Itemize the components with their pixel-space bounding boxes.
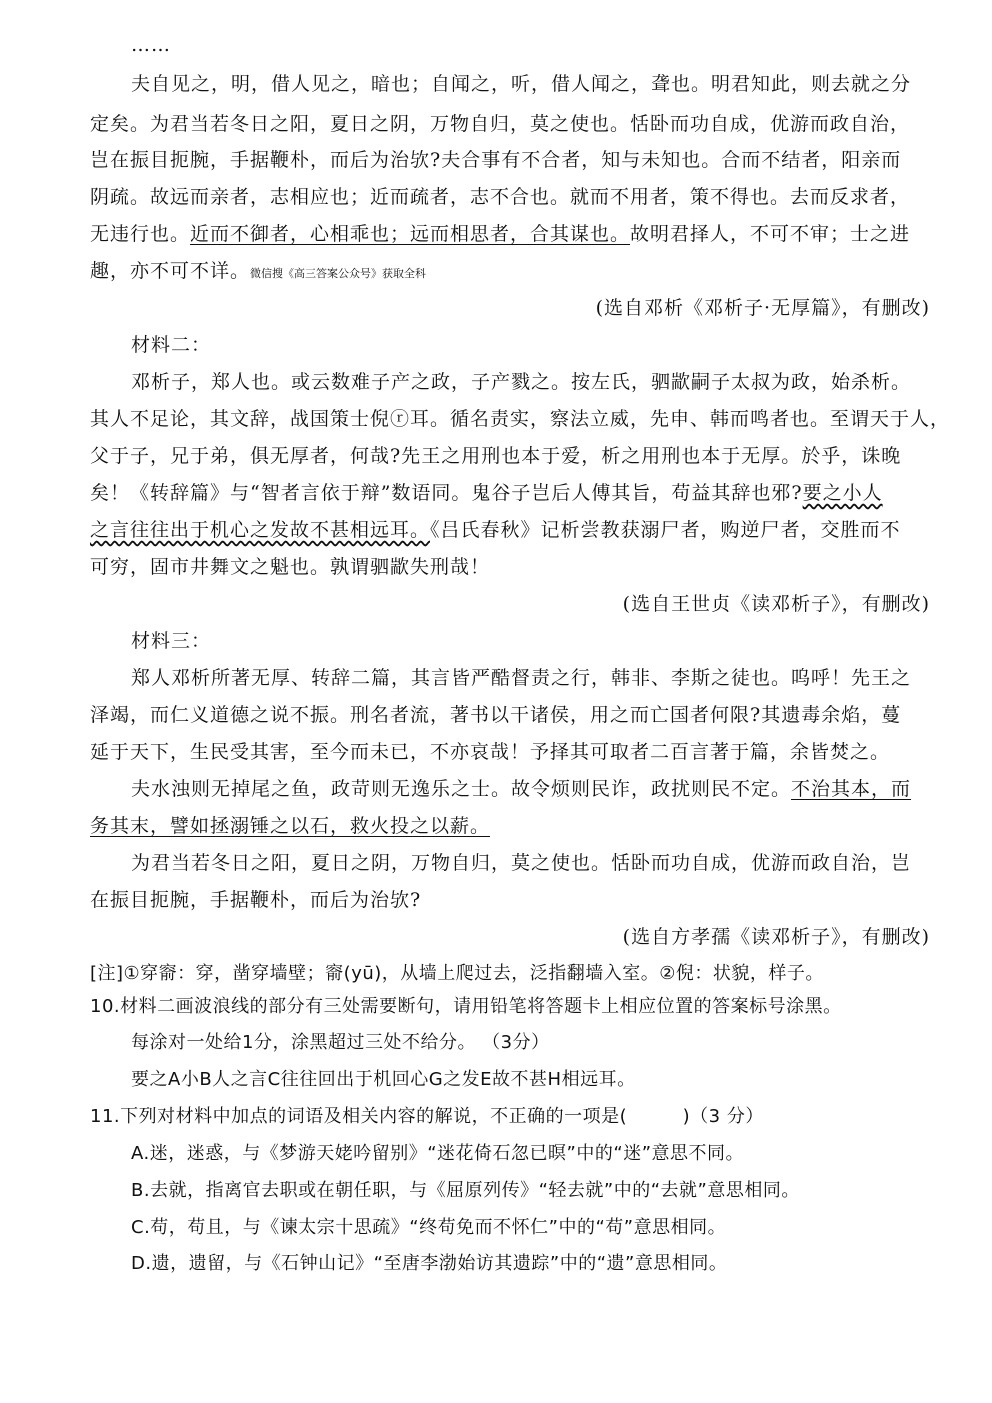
material3-heading: 材料三：	[131, 630, 212, 652]
footnote: [注]①穿窬：穿，凿穿墙壁；窬(yū)，从墙上爬过去，泛指翻墙入室。②倪：状貌，样子。	[90, 963, 824, 984]
material3-line-4	[131, 777, 911, 801]
material1-line-3: 岂在振目扼腕，手据鞭朴，而后为治欤?夫合事有不合者，知与未知也。合而不结者，阳亲而	[90, 149, 902, 171]
ellipsis: ……	[131, 34, 171, 56]
material2-heading: 材料二：	[131, 334, 212, 356]
text-segment: 夫水浊则无掉尾之鱼，政苛则无逸乐之士。故令烦则民诈，政扰则民不定。	[131, 778, 792, 800]
text-segment: 趣，亦不可不详。	[90, 260, 251, 282]
text-segment: 《吕氏春秋》记析尝教获溺尸者，购逆尸者，交胜而不	[430, 519, 901, 541]
material2-line-4	[90, 481, 883, 505]
material1-line-2: 定矣。为君当若冬日之阳，夏日之阴，万物自归，莫之使也。恬卧而功自成，优游而政自治，	[90, 113, 911, 135]
material3-line-6: 为君当若冬日之阳，夏日之阴，万物自归，莫之使也。恬卧而功自成，优游而政自治，岂	[131, 852, 912, 874]
material3-source: (选自方孝孺《读邓析子》，有删改)	[622, 926, 930, 948]
material1-source: (选自邓析《邓析子·无厚篇》，有删改)	[595, 297, 930, 319]
material2-line-5	[90, 518, 901, 542]
question-11-option-c: C.苟，苟且，与《谏太宗十思疏》“终苟免而不怀仁”中的“苟”意思相同。	[131, 1217, 727, 1238]
question-11-option-b: B.去就，指离官去职或在朝任职，与《屈原列传》“轻去就”中的“去就”意思相同。	[131, 1180, 800, 1201]
question-10-options: 要之A小B人之言C往往回出于机回心G之发E故不甚H相远耳。	[131, 1069, 636, 1090]
material2-source: (选自王世贞《读邓析子》，有删改)	[622, 593, 930, 615]
material2-line-1: 邓析子，郑人也。或云数难子产之政，子产戮之。按左氏，驷歂嗣子太叔为政，始杀析。	[131, 371, 912, 393]
material3-line-2: 泽竭，而仁义道德之说不振。刑名者流，著书以干诸侯，用之而亡国者何限?其遗毒余焰，蔓	[90, 704, 902, 726]
underlined-sentence: 务其末，譬如拯溺锤之以石，救火投之以薪。	[90, 815, 491, 837]
text-segment: 无违行也。	[90, 223, 191, 245]
material1-line-1: 夫自见之，明，借人见之，暗也；自闻之，听，借人闻之，聋也。明君知此，则去就之分	[131, 73, 912, 95]
question-11-option-a: A.迷，迷惑，与《梦游天姥吟留别》“迷花倚石忽已暝”中的“迷”意思不同。	[131, 1143, 745, 1164]
question-10-stem: 10.材料二画波浪线的部分有三处需要断句，请用铅笔将答题卡上相应位置的答案标号涂黑。	[90, 996, 842, 1017]
material3-line-1: 郑人邓析所著无厚、转辞二篇，其言皆严酷督责之行，韩非、李斯之徒也。呜呼！先王之	[131, 667, 912, 689]
material3-line-5	[90, 814, 490, 838]
wavy-underlined-text: 之言往往出于机心之发故不甚相远耳。	[90, 519, 431, 541]
wavy-underlined-text: 要之小人	[802, 482, 883, 504]
material2-line-6: 可穷，固市井舞文之魁也。孰谓驷歂失刑哉！	[90, 556, 491, 578]
watermark-text: 微信搜《高三答案公众号》获取全科	[250, 267, 427, 280]
material3-line-7: 在振目扼腕，手据鞭朴，而后为治欤?	[90, 889, 422, 911]
material1-line-5	[90, 222, 910, 246]
question-10-rule: 每涂对一处给1分，涂黑超过三处不给分。 （3分）	[131, 1032, 550, 1053]
question-11-option-d: D.遗，遗留，与《石钟山记》“至唐李渤始访其遗踪”中的“遗”意思相同。	[131, 1253, 728, 1274]
material1-line-6	[90, 259, 426, 286]
material2-line-3: 父于子，兄于弟，俱无厚者，何哉?先王之用刑也本于爱，析之用刑也本于无厚。於乎，诛晚	[90, 445, 902, 467]
underlined-sentence: 不治其本，而	[791, 778, 912, 800]
material2-line-2: 其人不足论，其文辞，战国策士倪ⓡ耳。循名责实，察法立威，先申、韩而鸣者也。至谓天于人，	[90, 408, 951, 430]
question-11-stem: 11.下列对材料中加点的词语及相关内容的解说，不正确的一项是( )（3 分）	[90, 1106, 764, 1127]
material3-line-3: 延于天下，生民受其害，至今而未已，不亦哀哉！予择其可取者二百言著于篇，余皆焚之。	[90, 741, 891, 763]
material1-line-4: 阴疏。故远而亲者，志相应也；近而疏者，志不合也。就而不用者，策不得也。去而反求者，	[90, 186, 911, 208]
text-segment: 故明君择人，不可不审；士之进	[630, 223, 911, 245]
underlined-sentence: 近而不御者，心相乖也；远而相思者，合其谋也。	[190, 223, 631, 245]
text-segment: 矣！《转辞篇》与“智者言依于辩”数语同。鬼谷子岂后人傅其旨，苟益其辞也邪?	[90, 482, 803, 504]
